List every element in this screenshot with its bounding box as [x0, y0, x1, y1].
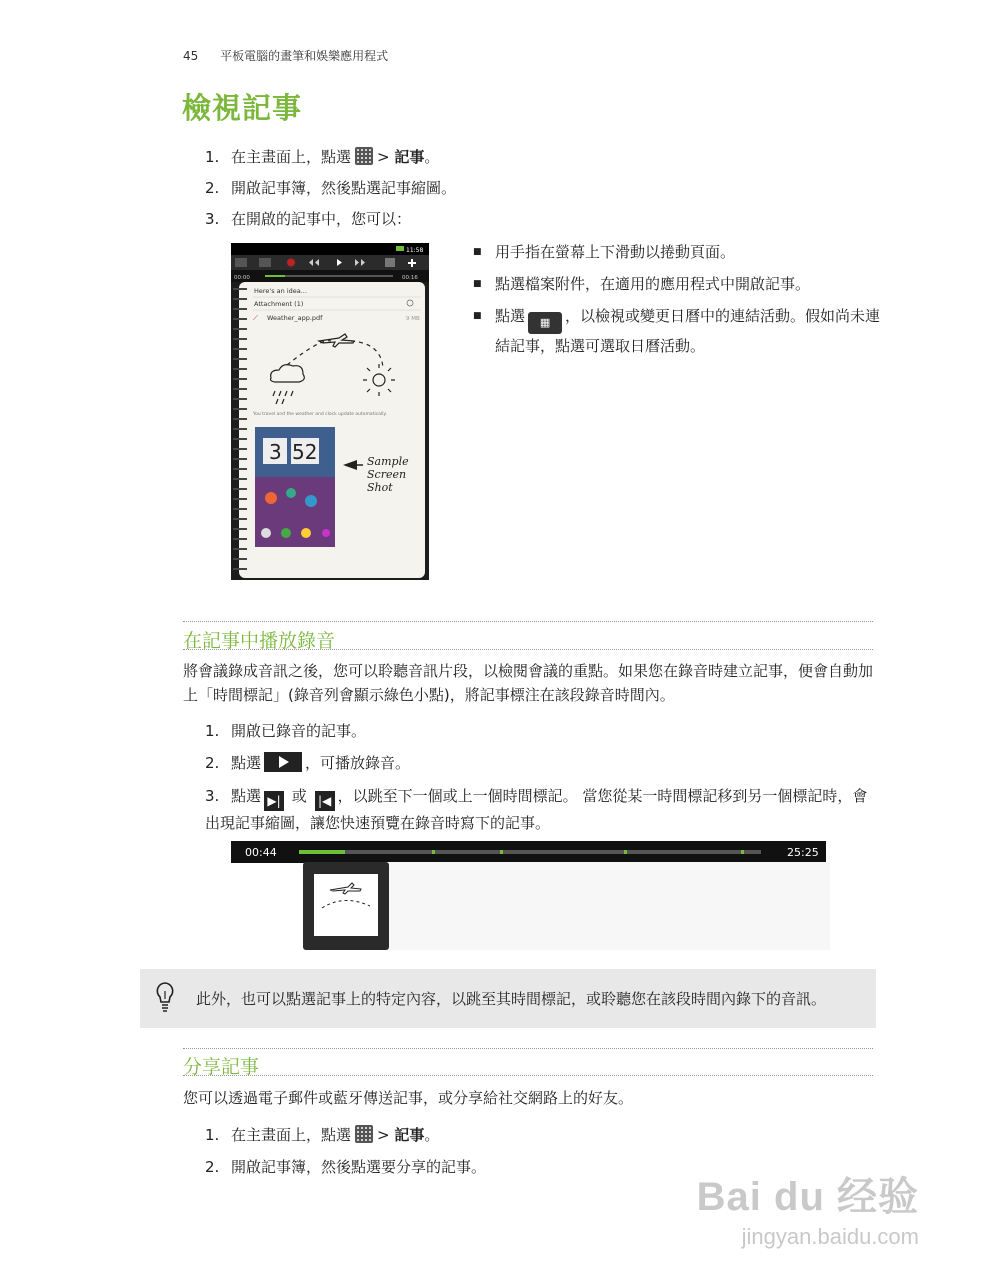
step-3: [205, 784, 870, 835]
step-text: 在主畫面上，點選: [231, 148, 352, 166]
all-apps-icon: [355, 147, 373, 165]
bullet-item: ■ 點選檔案附件，在適用的應用程式中開啟記事。: [473, 272, 883, 296]
step-2: [205, 751, 410, 775]
note-title: Here's an idea...: [254, 287, 307, 295]
clock-hour: 3: [269, 440, 282, 464]
step-2: [205, 1155, 486, 1179]
step-text: 點選: [231, 787, 262, 805]
step-text: 在開啟的記事中，您可以：: [231, 210, 412, 228]
step-number: 3.: [205, 210, 220, 228]
timeline-shadow: [340, 862, 830, 950]
app-name: 記事: [394, 148, 425, 166]
separator: >: [377, 1126, 390, 1144]
time-marker[interactable]: [624, 850, 627, 854]
time-marker[interactable]: [741, 850, 744, 854]
timeline-track[interactable]: [299, 850, 761, 854]
section2-intro: 將會議錄成音訊之後，您可以聆聽音訊片段，以檢閱會議的重點。如果您在錄音時建立記事，便會自動加上「時間標記」(錄音列會顯示綠色小點)，將記事標注在該段錄音時間內。: [183, 662, 874, 704]
timeline-total: 25:25: [787, 846, 819, 859]
record-start: 00:00: [234, 275, 250, 281]
section-divider: [183, 649, 873, 650]
step-1: [205, 1123, 439, 1147]
page-number: 45: [183, 49, 199, 63]
timeline-progress: [299, 850, 345, 854]
app-name: 記事: [394, 1126, 425, 1144]
notes-screenshot: [231, 243, 429, 580]
step-number: 2.: [205, 754, 220, 772]
step-3: [205, 207, 411, 231]
step-punct: 。: [424, 148, 440, 166]
note-caption: You travel and the weather and clock update automatically.: [253, 412, 387, 417]
attachment-label: Attachment (1): [254, 300, 304, 308]
prev-marker-icon: |◀: [315, 791, 335, 811]
step-text: 開啟記事簿，然後點選要分享的記事。: [231, 1158, 487, 1176]
step-text: 開啟已錄音的記事。: [231, 722, 367, 740]
record-end: 00:16: [402, 275, 418, 281]
all-apps-icon: [355, 1125, 373, 1143]
step-1: [205, 145, 439, 169]
handwritten-note: Sample Screen Shot: [367, 455, 409, 494]
bullet-text: 點選: [495, 307, 526, 325]
step-text: 點選: [231, 754, 262, 772]
watermark-url: jingyan.baidu.com: [741, 1224, 919, 1249]
next-marker-icon: ▶|: [264, 791, 284, 811]
play-icon: [264, 752, 302, 772]
step-punct: 。: [424, 1126, 440, 1144]
step-text: ，以跳至下一個或上一個時間標記。 當您從某一時間標記移到另一個標記時，會出現記事縮圖，讓您快速預覽在錄音時寫下的記事。: [205, 787, 868, 832]
lightbulb-icon: [154, 981, 176, 1015]
note-preview-thumbnail: [303, 862, 389, 950]
attachment-file: Weather_app.pdf: [267, 314, 323, 322]
section-title-share-notes: 分享記事: [183, 1056, 260, 1078]
calendar-icon: ▦: [528, 312, 562, 334]
note-actions-list: [473, 240, 883, 366]
step-number: 3.: [205, 787, 220, 805]
section3-intro: 您可以透過電子郵件或藍牙傳送記事，或分享給社交網路上的好友。: [183, 1089, 634, 1107]
tip-box: [140, 969, 876, 1028]
file-size: 9 MB: [406, 316, 420, 322]
recording-timeline: [231, 841, 826, 863]
time-marker[interactable]: [432, 850, 435, 854]
bullet-item: [473, 304, 883, 358]
thumbnail-page: [314, 874, 378, 936]
page-header: [183, 47, 388, 64]
step-text: 或: [291, 787, 307, 805]
separator: >: [377, 148, 390, 166]
step-text: ，可播放錄音。: [305, 754, 411, 772]
tip-text: 此外，也可以點選記事上的特定內容，以跳至其時間標記，或聆聽您在該段時間內錄下的音訊。: [196, 990, 827, 1008]
bullet-text: ，以檢視或變更日曆中的連結活動。假如尚未連結記事，點選可選取日曆活動。: [495, 307, 881, 355]
notes-screenshot-graphic: [231, 243, 429, 580]
step-number: 1.: [205, 148, 220, 166]
clock-minute: 52: [292, 440, 318, 464]
airplane-sketch-icon: [314, 874, 378, 936]
section-title-play-recording: 在記事中播放錄音: [183, 630, 336, 652]
section-divider: [183, 1048, 873, 1049]
step-number: 1.: [205, 722, 220, 740]
bullet-item: ■ 用手指在螢幕上下滑動以捲動頁面。: [473, 240, 883, 264]
step-1: [205, 719, 366, 743]
section-divider: [183, 621, 873, 622]
step-text: 在主畫面上，點選: [231, 1126, 352, 1144]
time-marker[interactable]: [500, 850, 503, 854]
step-text: 開啟記事簿，然後點選記事縮圖。: [231, 179, 457, 197]
step-number: 1.: [205, 1126, 220, 1144]
section-title-view-notes: 檢視記事: [182, 91, 303, 125]
timeline-current: 00:44: [245, 846, 277, 859]
step-number: 2.: [205, 179, 220, 197]
svg-text:⟋: ⟋: [253, 314, 258, 322]
section-divider: [183, 1075, 873, 1076]
step-number: 2.: [205, 1158, 220, 1176]
chapter-title: 平板電腦的畫筆和娛樂應用程式: [220, 49, 389, 63]
baidu-watermark: [697, 1165, 919, 1250]
watermark-brand: Bai du 经验: [696, 1175, 919, 1219]
step-2: [205, 176, 456, 200]
status-time: 11:58: [406, 247, 424, 254]
